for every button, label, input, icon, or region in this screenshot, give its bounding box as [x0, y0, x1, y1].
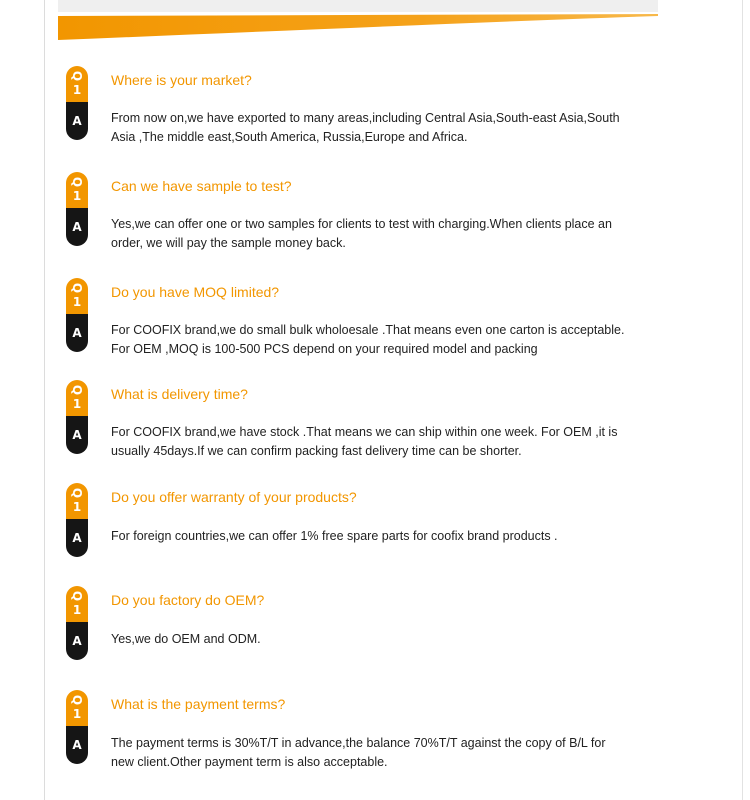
answer-badge [66, 726, 88, 764]
a-letter: A [72, 114, 82, 128]
answer-badge [66, 102, 88, 140]
question-badge [66, 380, 88, 416]
a-letter: A [72, 634, 82, 648]
q-number: 1 [72, 295, 82, 309]
faq-answer: From now on,we have exported to many areas,including Central Asia,South-east Asia,South Asia ,The middle east,South America, Russia,Europe and Africa. [111, 111, 620, 144]
a-letter: A [72, 738, 82, 752]
faq-answer: For COOFIX brand,we have stock .That means we can ship within one week. For OEM ,it is usually 45days.If we can confirm packing fast delivery time can be shorter. [111, 425, 618, 458]
q-letter: Q [70, 487, 84, 499]
faq-question: Do you offer warranty of your products? [111, 489, 357, 505]
q-letter: Q [70, 384, 84, 396]
answer-badge [66, 622, 88, 660]
faq-answer: For foreign countries,we can offer 1% free spare parts for coofix brand products . [111, 529, 558, 543]
left-divider [44, 0, 45, 800]
a-letter: A [72, 220, 82, 234]
a-letter: A [72, 428, 82, 442]
q-letter: Q [70, 176, 84, 188]
faq-question: What is the payment terms? [111, 696, 286, 712]
answer-badge [66, 416, 88, 454]
q-number: 1 [72, 83, 82, 97]
q-number: 1 [72, 603, 82, 617]
faq-answer: For COOFIX brand,we do small bulk wholoesale .That means even one carton is acceptable. For OEM ,MOQ is 100-500 PCS depend on your required model and packing [111, 323, 625, 356]
q-letter: Q [70, 282, 84, 294]
question-badge [66, 66, 88, 102]
faq-question: Do you factory do OEM? [111, 592, 265, 608]
faq-question: Where is your market? [111, 72, 252, 88]
q-letter: Q [70, 694, 84, 706]
q-letter: Q [70, 70, 84, 82]
q-letter: Q [70, 590, 84, 602]
faq-question: Do you have MOQ limited? [111, 284, 280, 300]
top-strip [58, 0, 658, 12]
q-number: 1 [72, 397, 82, 411]
question-badge [66, 483, 88, 519]
question-badge [66, 586, 88, 622]
q-number: 1 [72, 189, 82, 203]
question-badge [66, 172, 88, 208]
answer-badge [66, 314, 88, 352]
answer-badge [66, 208, 88, 246]
faq-answer: The payment terms is 30%T/T in advance,the balance 70%T/T against the copy of B/L for new client.Other payment term is also acceptable. [111, 736, 606, 769]
faq-question: Can we have sample to test? [111, 178, 292, 194]
orange-banner [58, 14, 658, 40]
q-number: 1 [72, 500, 82, 514]
q-number: 1 [72, 707, 82, 721]
a-letter: A [72, 531, 82, 545]
question-badge [66, 278, 88, 314]
faq-answer: Yes,we do OEM and ODM. [111, 632, 261, 646]
answer-badge [66, 519, 88, 557]
question-badge [66, 690, 88, 726]
faq-question: What is delivery time? [111, 386, 248, 402]
a-letter: A [72, 326, 82, 340]
faq-answer: Yes,we can offer one or two samples for clients to test with charging.When clients place an order, we will pay the sample money back. [111, 217, 612, 250]
right-divider [742, 0, 743, 800]
